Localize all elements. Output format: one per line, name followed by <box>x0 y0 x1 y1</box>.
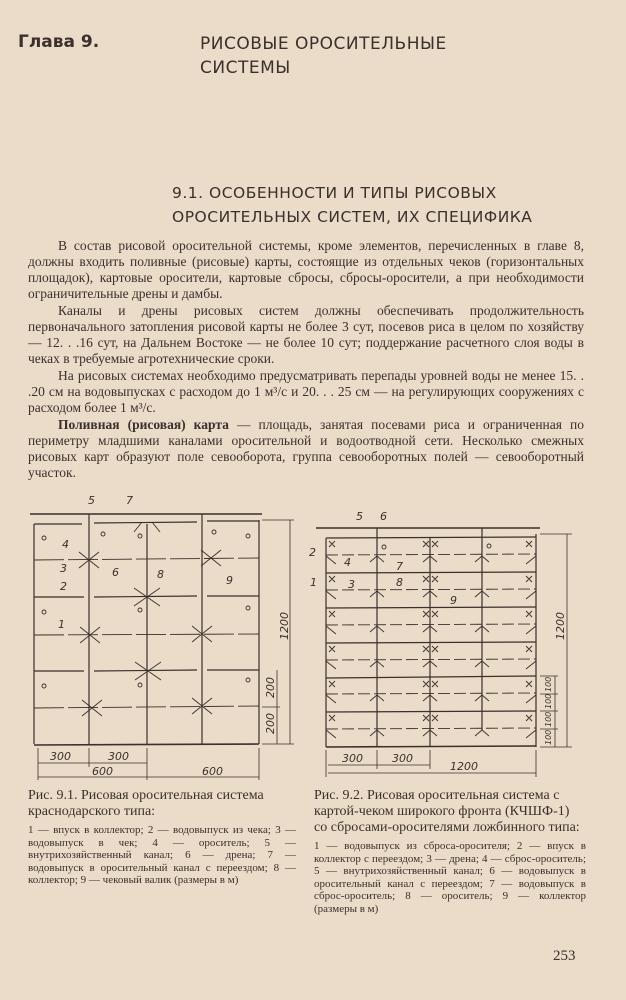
figure-9-1-caption: Рис. 9.1. Рисовая оросительная система краснодарского типа: <box>28 788 264 819</box>
dimension-lines <box>326 534 572 777</box>
definition-term: Поливная (рисовая) карта <box>58 417 229 432</box>
paragraph: На рисовых системах необходимо предусматривать перепады уровней воды не менее 15. . .20 см на водовыпусках с расходом до 1 м³/с и 20. . . 25 см — на регулирующих сооружениях с расходом более 1 м³/с. <box>28 368 584 415</box>
outlet-symbols <box>326 541 536 738</box>
figure-9-2-legend: 1 — водовыпуск из сброса-оросителя; 2 — впуск в коллектор с переездом; 3 — дрена; 4 — сброс-ороситель; 5 — внутрихозяйственный канал; 6 — водовыпуск в оросительный канал с переездом; 7 — водовыпуск в сброс-ороситель; 8 — ороситель; 9 — коллектор (размеры в м) <box>314 840 586 915</box>
dim-100: 100 <box>544 729 553 745</box>
dim-1200: 1200 <box>554 612 567 640</box>
section-heading-line: ОРОСИТЕЛЬНЫХ СИСТЕМ, ИХ СПЕЦИФИКА <box>172 208 533 226</box>
label-4: 4 <box>62 538 69 551</box>
label-7: 7 <box>396 560 403 573</box>
dim-1200: 1200 <box>278 612 291 640</box>
body-text <box>28 238 584 482</box>
label-6: 6 <box>112 566 119 579</box>
label-2: 2 <box>309 546 316 559</box>
dim-600: 600 <box>92 765 113 778</box>
definition-text: — площадь, занятая посевами риса и ограниченная по периметру младшими каналами оросительной и водоотводной сети. Несколько смежных рисовых карт образуют поле севооборота, группа севооборотных полей — севооборотный участок. <box>28 417 584 480</box>
grid-lines <box>326 528 536 747</box>
figure-9-2-diagram <box>300 490 600 780</box>
chapter-title-line: СИСТЕМЫ <box>200 58 291 78</box>
label-8: 8 <box>157 568 164 581</box>
dim-600: 600 <box>202 765 223 778</box>
paragraph: Каналы и дрены рисовых систем должны обеспечивать продолжительность первоначального затопления рисовой карты не более 3 сут, посевов риса в целом по хозяйству — 12. . .16 сут, на Дальнем Востоке — не более 10 сут; поддержание расчетного слоя воды в чеках в требуемые агротехнические сроки. <box>28 303 584 366</box>
label-5: 5 <box>88 494 95 507</box>
label-4: 4 <box>344 556 351 569</box>
label-2: 2 <box>60 580 67 593</box>
label-9: 9 <box>450 594 457 607</box>
chapter-number: Глава 9. <box>18 32 100 52</box>
label-8: 8 <box>396 576 403 589</box>
label-3: 3 <box>60 562 67 575</box>
dim-100: 100 <box>544 711 553 727</box>
chapter-title <box>200 32 447 80</box>
dim-300: 300 <box>50 750 71 763</box>
figure-9-1-caption-block <box>28 788 296 887</box>
dim-300: 300 <box>392 752 413 765</box>
outlet-symbols <box>42 522 250 716</box>
definition-paragraph <box>28 417 584 481</box>
figure-9-1-diagram <box>22 490 302 784</box>
label-7: 7 <box>126 494 133 507</box>
figure-9-2-caption-block <box>314 788 586 916</box>
dim-1200: 1200 <box>450 760 478 773</box>
dim-100: 100 <box>544 676 553 692</box>
dim-100: 100 <box>544 693 553 709</box>
dim-300: 300 <box>108 750 129 763</box>
label-3: 3 <box>348 578 355 591</box>
section-heading <box>172 181 532 229</box>
dim-200: 200 <box>264 677 277 698</box>
figure-9-1-legend: 1 — впуск в коллектор; 2 — водовыпуск из чека; 3 — водовыпуск в чек; 4 — ороситель; 5 — внутрихозяйственный канал; 6 — дрена; 7 — водовыпуск в оросительный канал с переездом; 8 — коллектор; 9 — чековый валик (размеры в м) <box>28 824 296 887</box>
figure-9-2-caption: Рис. 9.2. Рисовая оросительная система с картой-чеком широкого фронта (КЧШФ-1) со сбросами-оросителями ложбинного типа: <box>314 788 580 835</box>
chapter-title-line: РИСОВЫЕ ОРОСИТЕЛЬНЫЕ <box>200 34 447 54</box>
label-1: 1 <box>310 576 317 589</box>
paragraph: В состав рисовой оросительной системы, кроме элементов, перечисленных в главе 8, должны входить поливные (рисовые) карты, состоящие из отдельных чеков (горизонтальных площадок), картовые оросители, картовые сбросы, сбросы-оросители, а при необходимости ограничительные дрены и дамбы. <box>28 238 584 301</box>
label-1: 1 <box>58 618 65 631</box>
dim-300: 300 <box>342 752 363 765</box>
label-5: 5 <box>356 510 363 523</box>
label-9: 9 <box>226 574 233 587</box>
section-heading-line: 9.1. ОСОБЕННОСТИ И ТИПЫ РИСОВЫХ <box>172 184 497 202</box>
figure-labels <box>50 494 291 778</box>
dim-200: 200 <box>264 713 277 734</box>
dimension-lines <box>38 520 294 780</box>
page-number: 253 <box>553 948 576 964</box>
label-6: 6 <box>380 510 387 523</box>
